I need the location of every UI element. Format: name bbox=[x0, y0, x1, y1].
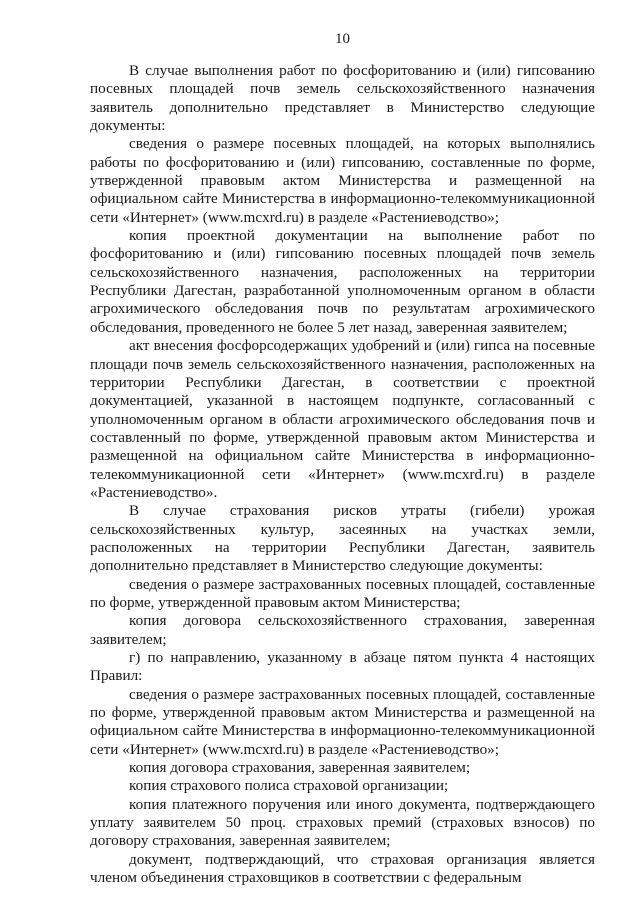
paragraph: сведения о размере посевных площадей, на которых выполнялись работы по фосфоритованию и (или) гипсованию, составленные по форме, утвержденной правовым актом Министерства и размещенной на официальном сайте Министерства в информационно-телекоммуникационной сети «Интернет» (www.mcxrd.ru) в разделе «Растениеводство»; bbox=[90, 135, 595, 226]
paragraph: В случае страхования рисков утраты (гибели) урожая сельскохозяйственных культур, засеянных на участках земли, расположенных на территории Республики Дагестан, заявитель дополнительно представляет в Министерство следующие документы: bbox=[90, 502, 595, 575]
paragraph: сведения о размере застрахованных посевных площадей, составленные по форме, утвержденной правовым актом Министерства; bbox=[90, 575, 595, 611]
paragraph: копия платежного поручения или иного документа, подтверждающего уплату заявителем 50 проц. страховых премий (страховых взносов) по договору страхования, заверенная заявителем; bbox=[90, 795, 595, 850]
paragraph: копия договора страхования, заверенная заявителем; bbox=[129, 759, 471, 777]
paragraph: документ, подтверждающий, что страховая организация является членом объединения страховщиков в соответствии с федеральным bbox=[90, 850, 595, 887]
paragraph: копия страхового полиса страховой организации; bbox=[129, 777, 449, 795]
document-body bbox=[90, 62, 595, 887]
paragraph: копия проектной документации на выполнение работ по фосфоритованию и (или) гипсованию посевных площадей почв земель сельскохозяйственного назначения, расположенных на территории Республики Дагестан, разработанной уполномоченным органом в области агрохимического обследования почв по результатам агрохимического обследования, проведенного не более 5 лет назад, заверенная заявителем; bbox=[90, 227, 595, 336]
paragraph: В случае выполнения работ по фосфоритованию и (или) гипсованию посевных площадей почв земель сельскохозяйственного назначения заявитель дополнительно представляет в Министерство следующие документы: bbox=[90, 62, 595, 135]
paragraph: копия договора сельскохозяйственного страхования, заверенная заявителем; bbox=[90, 612, 595, 648]
page-number: 10 bbox=[335, 31, 350, 47]
paragraph: г) по направлению, указанному в абзаце пятом пункта 4 настоящих Правил: bbox=[90, 649, 595, 685]
paragraph: сведения о размере застрахованных посевных площадей, составленные по форме, утвержденной правовым актом Министерства и размещенной на официальном сайте Министерства в информационно-телекоммуникационной сети «Интернет» (www.mcxrd.ru) в разделе «Растениеводство»; bbox=[90, 685, 595, 758]
paragraph: акт внесения фосфорсодержащих удобрений и (или) гипса на посевные площади почв земель сельскохозяйственного назначения, расположенных на территории Республики Дагестан, в соответствии с проектной документацией, указанной в настоящем подпункте, согласованный с уполномоченным органом в области агрохимического обследования почв и составленный по форме, утвержденной правовым актом Министерства и размещенной на официальном сайте Министерства в информационно-телекоммуникационной сети «Интернет» (www.mcxrd.ru) в разделе «Растениеводство». bbox=[90, 337, 595, 501]
